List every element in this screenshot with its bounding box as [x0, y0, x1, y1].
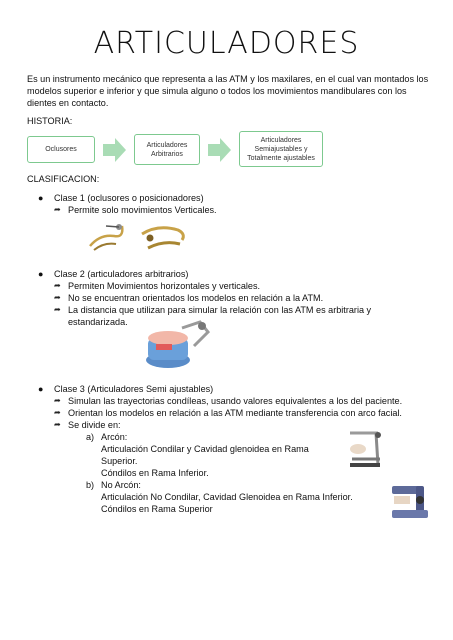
- clase2-point-2: No se encuentran orientados los modelos en relación a la ATM.: [68, 293, 324, 303]
- history-box-arbitrarios-label: [147, 141, 188, 159]
- clase3-point-2: Orientan los modelos en relación a las ATM mediante transferencia con arco facial.: [68, 408, 402, 418]
- clase3-title: Clase 3 (Articuladores Semi ajustables): [54, 384, 214, 394]
- clase2-point-3-cont: estandarizada.: [68, 317, 128, 327]
- arcon-title: Arcón:: [101, 432, 128, 442]
- pointer-icon: ➦: [54, 420, 61, 429]
- clase3-point-1: Simulan las trayectorias condíleas, usando valores equivalentes a los del paciente.: [68, 396, 403, 406]
- history-box-oclusores-label: Oclusores: [45, 146, 77, 153]
- pointer-icon: ➦: [54, 205, 61, 214]
- arcon-line-1: Articulación Condilar y Cavidad glenoidea en Rama: [101, 444, 309, 454]
- clase1-point: Permite solo movimientos Verticales.: [68, 205, 217, 215]
- box3-line1: Articuladores: [260, 136, 302, 144]
- occluder-image: [86, 218, 126, 253]
- arrow-right-icon: [208, 138, 232, 162]
- page-title: ARTICULADORES: [93, 26, 360, 61]
- intro-paragraph: Es un instrumento mecánico que representa a las ATM y los maxilares, en el cual van montados los modelos superior e inferior y que simula alguno o todos los movimientos mandibulares con los dientes en contacto.: [27, 74, 429, 108]
- pointer-icon: ➦: [54, 281, 61, 290]
- no-arcon-articulator-image: [386, 480, 434, 524]
- no-arcon-letter: b): [86, 480, 95, 490]
- box2-line2: Arbitrarios: [151, 150, 183, 158]
- clase2-title: Clase 2 (articuladores arbitrarios): [54, 269, 189, 279]
- history-box-semiajustables: [239, 131, 323, 167]
- arcon-letter: a): [86, 432, 95, 442]
- historia-label: HISTORIA:: [27, 116, 73, 126]
- pointer-icon: ➦: [54, 293, 61, 302]
- pointer-icon: ➦: [54, 408, 61, 417]
- no-arcon-title: No Arcón:: [101, 480, 141, 490]
- no-arcon-line-2: Cóndilos en Rama Superior: [101, 504, 213, 514]
- clasificacion-label: CLASIFICACION:: [27, 174, 100, 184]
- clase1-title: Clase 1 (oclusores o posicionadores): [54, 193, 204, 203]
- bullet-icon: ●: [38, 193, 44, 203]
- box3-line2: Semiajustables y: [254, 145, 308, 153]
- bullet-icon: ●: [38, 384, 44, 394]
- arcon-line-2: Superior.: [101, 456, 138, 466]
- pointer-icon: ➦: [54, 305, 61, 314]
- box2-line1: Articuladores: [146, 141, 188, 149]
- history-box-arbitrarios: [134, 134, 200, 165]
- arcon-articulator-image: [340, 425, 386, 471]
- occluder-image: [138, 222, 188, 254]
- clase2-point-1: Permiten Movimientos horizontales y verticales.: [68, 281, 261, 291]
- pointer-icon: ➦: [54, 396, 61, 405]
- clase2-point-3: La distancia que utilizan para simular la relación con las ATM es arbitraria y: [68, 305, 372, 315]
- arbitrary-articulator-image: [142, 318, 212, 374]
- clase3-point-3: Se divide en:: [68, 420, 121, 430]
- bullet-icon: ●: [38, 269, 44, 279]
- history-box-oclusores: [27, 136, 95, 163]
- history-box-semiajustables-label: [247, 136, 315, 163]
- arcon-line-3: Cóndilos en Rama Inferior.: [101, 468, 209, 478]
- box3-line3: Totalmente ajustables: [247, 154, 315, 162]
- no-arcon-line-1: Articulación No Condilar, Cavidad Glenoidea en Rama Inferior.: [101, 492, 353, 502]
- arrow-right-icon: [103, 138, 127, 162]
